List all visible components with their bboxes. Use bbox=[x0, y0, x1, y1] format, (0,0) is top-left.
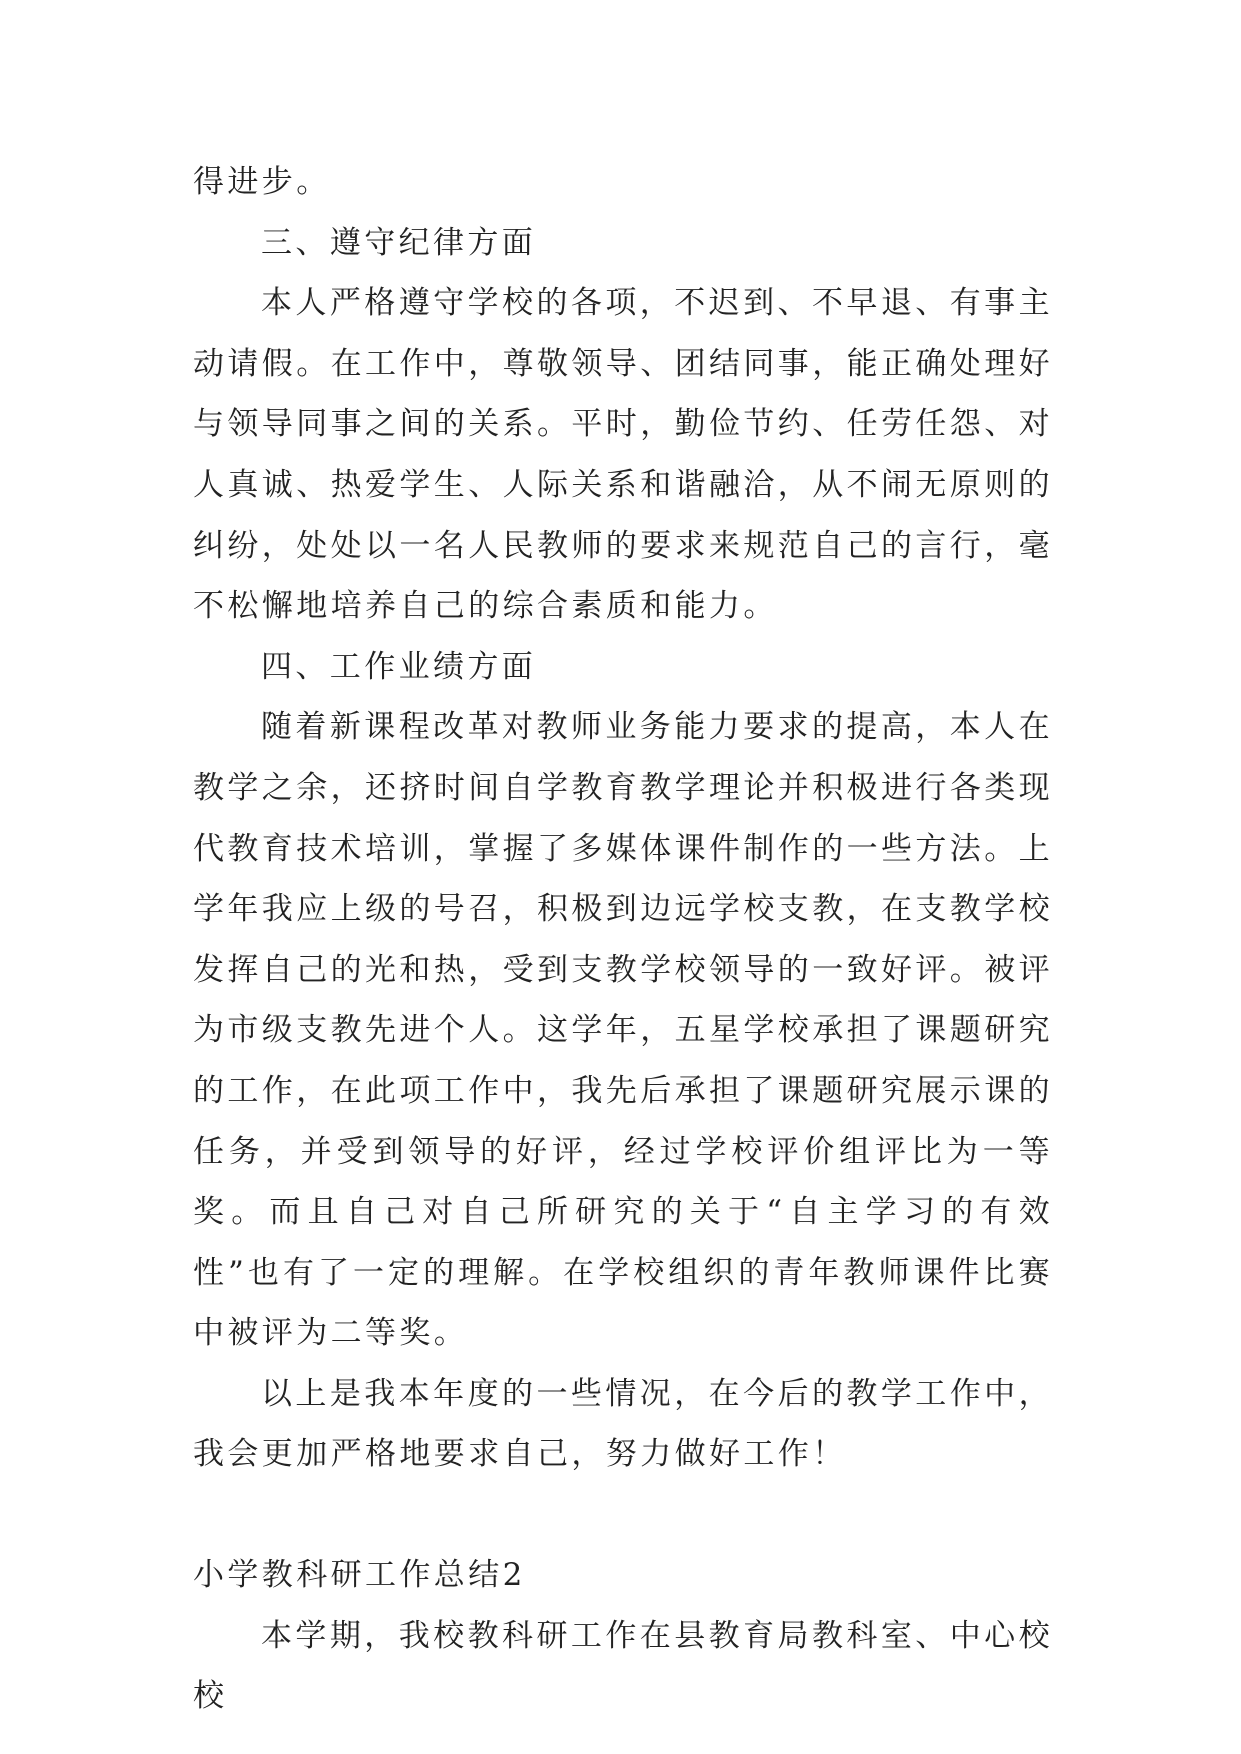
paragraph-conclusion: 以上是我本年度的一些情况，在今后的教学工作中，我会更加严格地要求自己，努力做好工作！ bbox=[193, 1375, 1053, 1473]
paragraph-discipline: 本人严格遵守学校的各项，不迟到、不早退、有事主动请假。在工作中，尊敬领导、团结同事，能正确处理好与领导同事之间的关系。平时，勤俭节约、任劳任怨、对人真诚、热爱学生、人际关系和谐融洽，从不闹无原则的纠纷，处处以一名人民教师的要求来规范自己的言行，毫不松懈地培养自己的综合素质和能力。 bbox=[193, 285, 1053, 625]
section-gap bbox=[193, 1485, 1053, 1545]
paragraph-performance: 随着新课程改革对教师业务能力要求的提高，本人在教学之余，还挤时间自学教育教学理论并积极进行各类现代教育技术培训，掌握了多媒体课件制作的一些方法。上学年我应上级的号召，积极到边远学校支教，在支教学校发挥自己的光和热，受到支教学校领导的一致好评。被评为市级支教先进个人。这学年，五星学校承担了课题研究的工作，在此项工作中，我先后承担了课题研究展示课的任务，并受到领导的好评，经过学校评价组评比为一等奖。而且自己对自己所研究的关于“自主学习的有效性”也有了一定的理解。在学校组织的青年教师课件比赛中被评为二等奖。 bbox=[193, 709, 1053, 1352]
document-title: 小学教科研工作总结2 bbox=[193, 1557, 526, 1594]
section-heading-discipline: 三、遵守纪律方面 bbox=[261, 224, 537, 261]
section-heading-performance: 四、工作业绩方面 bbox=[261, 648, 537, 685]
continuation-paragraph: 得进步。 bbox=[193, 164, 331, 200]
paragraph-opening: 本学期，我校教科研工作在县教育局教科室、中心校校 bbox=[193, 1617, 1053, 1715]
document-body bbox=[193, 152, 1053, 1727]
